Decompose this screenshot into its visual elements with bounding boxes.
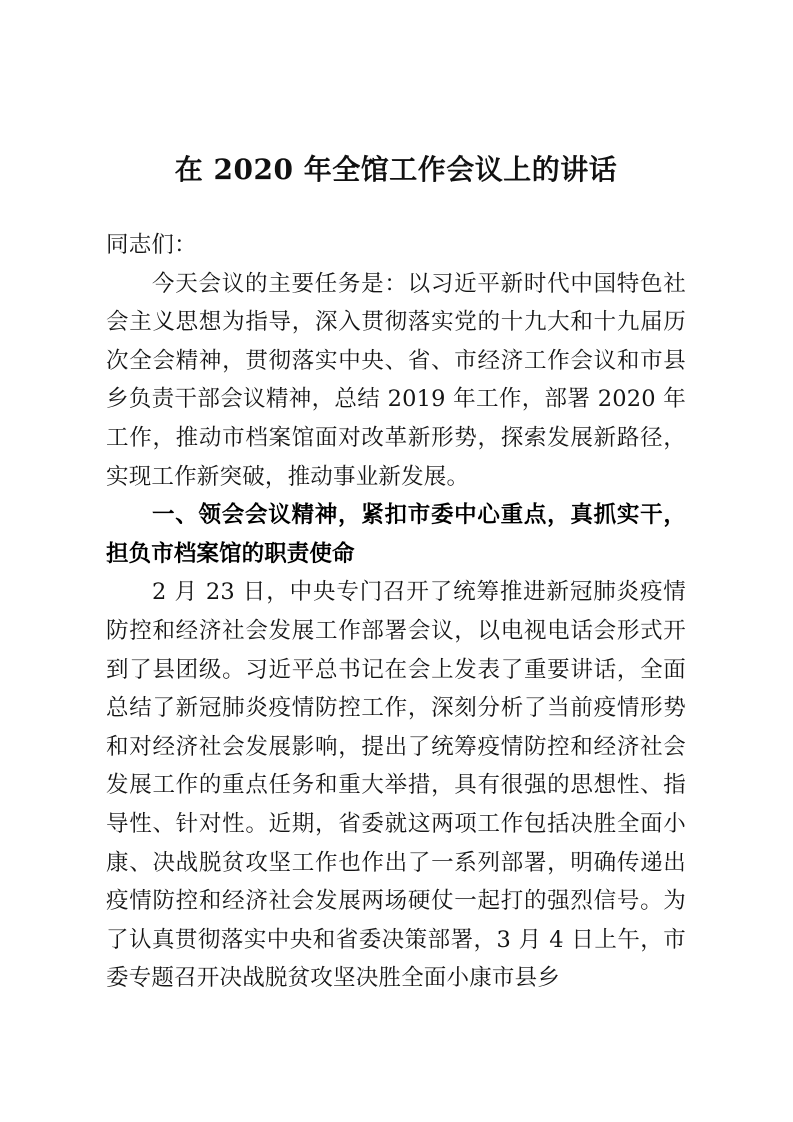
body-paragraph-1: 今天会议的主要任务是：以习近平新时代中国特色社会主义思想为指导，深入贯彻落实党的十九大和十九届历次全会精神，贯彻落实中央、省、市经济工作会议和市县乡负责干部会议精神，总结 2019 年工作，部署 2020 年工作，推动市档案馆面对改革新形势，探索发展新路径，实现工作新突破，推动事业新发展。: [106, 270, 686, 490]
document-body: [106, 226, 686, 998]
page-title: 在 2020 年全馆工作会议上的讲话: [174, 153, 618, 186]
body-paragraph-2: 2 月 23 日，中央专门召开了统筹推进新冠肺炎疫情防控和经济社会发展工作部署会议，以电视电话会形式开到了县团级。习近平总书记在会上发表了重要讲话，全面总结了新冠肺炎疫情防控工作，深刻分析了当前疫情形势和对经济社会发展影响，提出了统筹疫情防控和经济社会发展工作的重点任务和重大举措，具有很强的思想性、指导性、针对性。近期，省委就这两项工作包括决胜全面小康、决战脱贫攻坚工作也作出了一系列部署，明确传递出疫情防控和经济社会发展两场硬仗一起打的强烈信号。为了认真贯彻落实中央和省委决策部署，3 月 4 日上午，市委专题召开决战脱贫攻坚决胜全面小康市县乡: [106, 579, 686, 992]
document-content-area: [106, 0, 686, 998]
section-heading-1: 一、领会会议精神，紧扣市委中心重点，真抓实干，担负市档案馆的职责使命: [106, 502, 686, 567]
salutation-paragraph: 同志们：: [106, 232, 197, 258]
